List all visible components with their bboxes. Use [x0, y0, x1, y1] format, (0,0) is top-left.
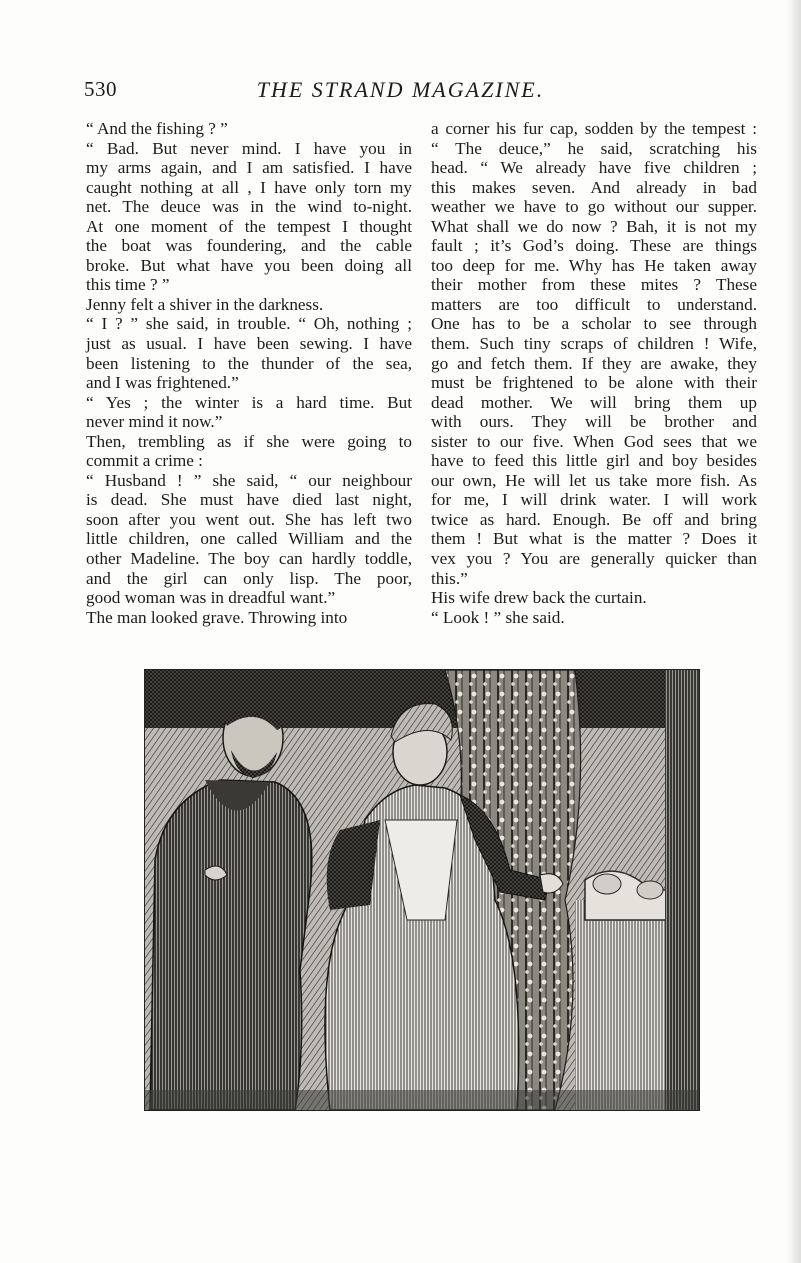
- text-line: “ I ? ” she said, in trouble. “ Oh, nothing ;: [86, 314, 412, 334]
- text-line: and the girl can only lisp. The poor,: [86, 568, 412, 588]
- text-line: them. Such tiny scraps of children ! Wife,: [431, 334, 757, 354]
- running-title: THE STRAND MAGAZINE.: [256, 77, 545, 102]
- engraving-svg: [145, 670, 699, 1110]
- text-line: my arms again, and I am satisfied. I have: [86, 158, 412, 178]
- text-line: little children, one called William and the: [86, 529, 412, 549]
- text-line: have to feed this little girl and boy besides: [431, 451, 757, 471]
- text-line: “ Look ! ” she said.: [431, 607, 565, 627]
- text-line: this.”: [431, 568, 468, 588]
- text-line: One has to be a scholar to see through: [431, 314, 757, 334]
- text-line: for me, I will drink water. I will work: [431, 490, 757, 510]
- text-line: and I was frightened.”: [86, 373, 239, 393]
- engraving-illustration: [144, 669, 700, 1111]
- text-line: fault ; it’s God’s doing. These are things: [431, 236, 757, 256]
- fisherman-figure: [150, 780, 312, 1110]
- right-text-column: [431, 119, 757, 627]
- text-line: What shall we do now ? Bah, it is not my: [431, 216, 757, 236]
- text-line: other Madeline. The boy can hardly toddle,: [86, 549, 412, 569]
- text-line: weather we have to go without our supper.: [431, 197, 757, 217]
- text-line: The man looked grave. Throwing into: [86, 607, 348, 627]
- text-line: twice as hard. Enough. Be off and bring: [431, 509, 757, 529]
- text-line: with ours. They will be brother and: [431, 412, 757, 432]
- text-line: the boat was foundering, and the cable: [86, 236, 412, 256]
- text-line: head. “ We already have five children ;: [431, 158, 757, 178]
- text-line: vex you ? You are generally quicker than: [431, 549, 757, 569]
- text-line: “ The deuce,” he said, scratching his: [431, 138, 757, 158]
- text-line: net. The deuce was in the wind to-night.: [86, 197, 412, 217]
- text-line: broke. But what have you been doing all: [86, 255, 412, 275]
- page-edge-shadow: [787, 0, 801, 1263]
- child-head-right: [637, 881, 663, 899]
- text-line: dead mother. We will bring them up: [431, 392, 757, 412]
- text-line: “ Bad. But never mind. I have you in: [86, 138, 412, 158]
- text-line: His wife drew back the curtain.: [431, 588, 647, 608]
- text-line: them ! But what is the matter ? Does it: [431, 529, 757, 549]
- text-line: go and fetch them. If they are awake, they: [431, 353, 757, 373]
- text-line: a corner his fur cap, sodden by the tempest :: [431, 119, 757, 138]
- text-line: sister to our five. When God sees that we: [431, 431, 757, 451]
- text-line: matters are too difficult to understand.: [431, 294, 757, 314]
- text-line: Jenny felt a shiver in the darkness.: [86, 294, 324, 314]
- page-number: 530: [84, 77, 117, 101]
- bed-curtain-right: [665, 670, 699, 1110]
- left-text-column: [86, 119, 412, 627]
- text-line: caught nothing at all , I have only torn my: [86, 177, 412, 197]
- text-line: good woman was in dreadful want.”: [86, 588, 336, 608]
- text-line: is dead. She must have died last night,: [86, 490, 412, 510]
- child-head-left: [593, 874, 621, 894]
- text-line: this makes seven. And already in bad: [431, 177, 757, 197]
- text-line: this time ? ”: [86, 275, 170, 295]
- text-line: our own, He will let us take more fish. As: [431, 470, 757, 490]
- text-line: been listening to the thunder of the sea,: [86, 353, 412, 373]
- text-line: “ Husband ! ” she said, “ our neighbour: [86, 470, 412, 490]
- text-line: never mind it now.”: [86, 412, 223, 432]
- text-line: “ Yes ; the winter is a hard time. But: [86, 392, 412, 412]
- text-line: just as usual. I have been sewing. I have: [86, 334, 412, 354]
- text-line: “ And the fishing ? ”: [86, 119, 228, 138]
- text-line: soon after you went out. She has left two: [86, 509, 412, 529]
- text-line: their mother from these mites ? These: [431, 275, 757, 295]
- text-line: commit a crime :: [86, 451, 203, 471]
- text-line: At one moment of the tempest I thought: [86, 216, 412, 236]
- text-line: must be frightened to be alone with their: [431, 373, 757, 393]
- text-line: too deep for me. Why has He taken away: [431, 255, 757, 275]
- text-line: Then, trembling as if she were going to: [86, 431, 412, 451]
- floor-shadow: [145, 1090, 699, 1110]
